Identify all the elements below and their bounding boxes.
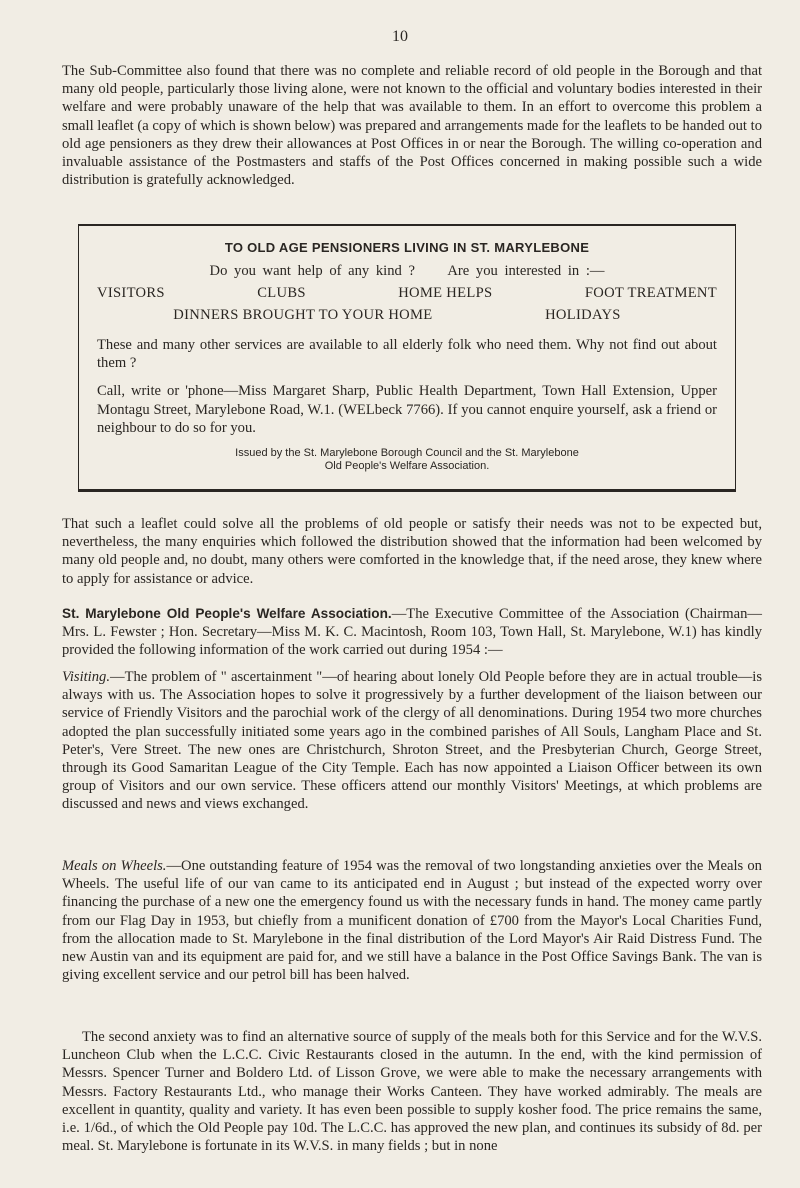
association-paragraph xyxy=(62,605,762,660)
after-leaflet-paragraph: That such a leaflet could solve all the problems of old people or satisfy their needs was not to be expected but, nevertheless, the many enquiries which followed the distribution showed that the information had been welcomed by many old people and, no doubt, many others were comforted in the knowledge that, if the need arose, they knew where to apply for assistance or advice. xyxy=(62,516,762,587)
services-row-1 xyxy=(97,285,717,302)
issued-line-2: Old People's Welfare Association. xyxy=(324,460,490,473)
intro-paragraph: The Sub-Committee also found that there was no complete and reliable record of old people in the Borough and that many old people, particularly those living alone, were not known to the official and voluntary bodies interested in their welfare and were probably unaware of the help that was available to them. In an effort to overcome this problem a small leaflet (a copy of which is shown below) was prepared and arrangements made for the leaflets to be handed out to old age pensioners as they drew their allowances at Post Offices in or near the Borough. The willing co-operation and invaluable assistance of the Postmasters and staffs of the Post Offices concerned in making possible such a wide distribution is gratefully acknowledged. xyxy=(62,63,762,189)
meals-heading: Meals on Wheels. xyxy=(62,858,167,874)
leaflet-issued-by xyxy=(97,447,717,473)
service-dinners: DINNERS BROUGHT TO YOUR HOME xyxy=(173,307,433,323)
visiting-text: —The problem of " ascertainment "—of hearing about lonely Old People before they are in actual trouble—is always with us. The Association hopes to solve it progressively by a further development of the liaison between our service of Friendly Visitors and the parochial work of the clergy of all denominations. During 1954 two more churches adopted the plan successfully initiated some years ago in the combined parishes of All Souls, Langham Place and St. Peter's, Vere Street. The new ones are Christchurch, Shroton Street, and the Presbyterian Church, George Street, through its Good Samaritan League of the City Temple. Each has now appointed a Liaison Officer between its own group of Visitors and our own service. These officers attend our monthly Visitors' Meetings, at which problems are discussed and news and views exchanged. xyxy=(62,669,762,813)
issued-line-1: Issued by the St. Marylebone Borough Council and the St. Marylebone xyxy=(235,447,579,460)
service-holidays: HOLIDAYS xyxy=(545,307,621,323)
association-heading: St. Marylebone Old People's Welfare Association. xyxy=(62,606,392,621)
service-foot-treatment: FOOT TREATMENT xyxy=(584,285,717,301)
page-number: 10 xyxy=(392,28,408,45)
services-row-2 xyxy=(97,307,717,324)
service-visitors: VISITORS xyxy=(97,285,165,301)
service-clubs: CLUBS xyxy=(257,285,306,301)
leaflet-paragraph-1: These and many other services are available to all elderly folk who need them. Why not find out about them ? xyxy=(97,337,717,372)
visiting-heading: Visiting. xyxy=(62,669,110,685)
leaflet-question: Do you want help of any kind ? Are you interested in :— xyxy=(209,263,605,279)
visiting-paragraph xyxy=(62,668,762,814)
meals-text: —One outstanding feature of 1954 was the removal of two longstanding anxieties over the Meals on Wheels. The useful life of our van came to its anticipated end in August ; but instead of the expected worry over financing the purchase of a new one the emergency found us with the necessary funds in hand. The money came partly from our Flag Day in 1953, but chiefly from a munificent donation of £700 from the Mayor's Local Charities Fund, from the allocation made to St. Marylebone in the final distribution of the Lord Mayor's Air Raid Distress Fund. The new Austin van and its equipment are paid for, and we still have a balance in the Post Office Savings Bank. The van is giving excellent service and our petrol bill has been halved. xyxy=(62,858,762,984)
service-home-helps: HOME HELPS xyxy=(398,285,493,301)
leaflet-paragraph-2: Call, write or 'phone—Miss Margaret Sharp, Public Health Department, Town Hall Extension, Upper Montagu Street, Marylebone Road, W.1. (WELbeck 7766). If you cannot enquire yourself, ask a friend or neighbour to do so for you. xyxy=(97,383,717,436)
leaflet-title: TO OLD AGE PENSIONERS LIVING IN ST. MARYLEBONE xyxy=(224,240,590,255)
second-anxiety-paragraph: The second anxiety was to find an alternative source of supply of the meals both for this Service and for the W.V.S. Luncheon Club when the L.C.C. Civic Restaurants closed in the autumn. In the end, with the kind permission of Messrs. Spencer Turner and Boldero Ltd. of Lisson Grove, we were able to make the necessary arrangements with Messrs. Factory Restaurants Ltd., who manage their Works Canteen. They have worked admirably. The meals are excellent in quantity, quality and variety. It has even been possible to supply kosher food. The price remains the same, i.e. 1/6d., of which the Old People pay 10d. The L.C.C. has approved the new plan, and continues its subsidy of 8d. per meal. St. Marylebone is fortunate in its W.V.S. in many fields ; but in none xyxy=(62,1029,762,1155)
association-text: —The Executive Committee of the Association (Chairman—Mrs. L. Fewster ; Hon. Secretary—Miss M. K. C. Macintosh, Room 103, Town Hall, St. Marylebone, W.1) has kindly provided the following information of the work carried out during 1954 :— xyxy=(62,606,762,659)
meals-paragraph xyxy=(62,857,762,984)
leaflet-box xyxy=(78,224,736,492)
